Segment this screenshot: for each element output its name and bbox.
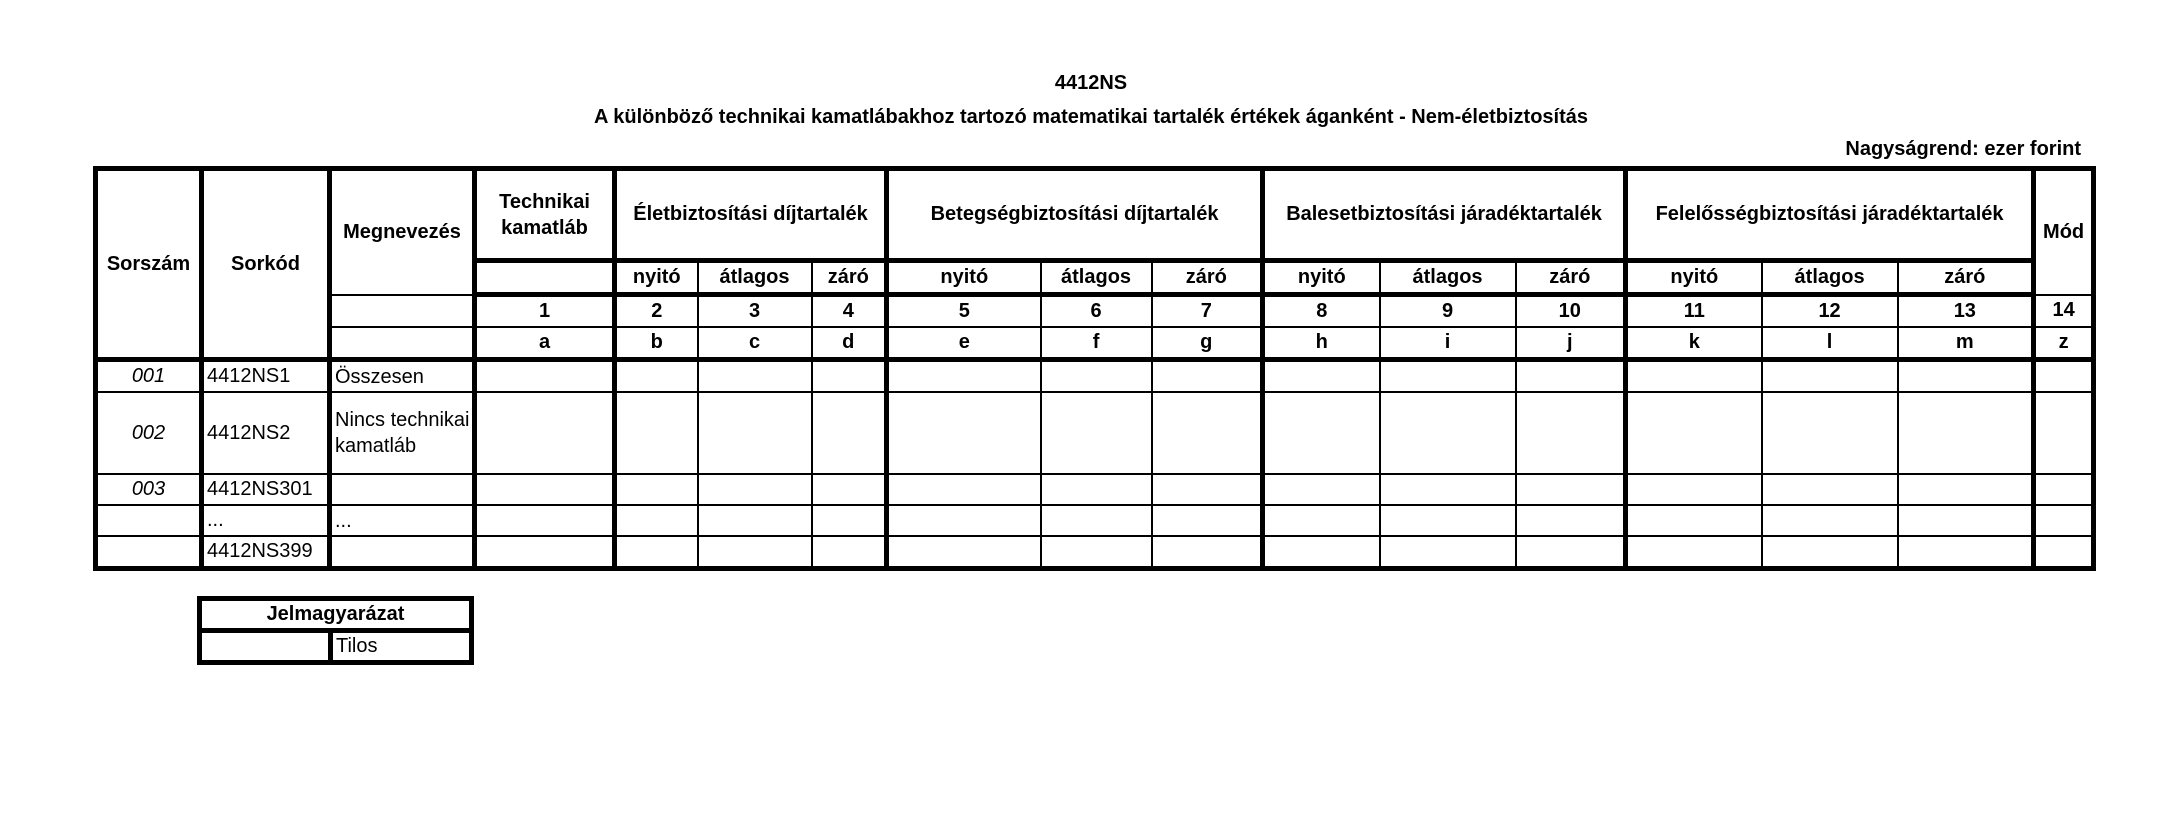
data-cell[interactable] bbox=[698, 360, 812, 393]
data-cell[interactable] bbox=[812, 505, 887, 536]
col-letter-g: g bbox=[1152, 327, 1263, 360]
data-cell[interactable] bbox=[475, 392, 615, 474]
header-megnevezes-blank bbox=[330, 295, 475, 328]
data-cell[interactable] bbox=[1516, 360, 1626, 393]
data-cell[interactable] bbox=[1898, 474, 2034, 505]
data-cell[interactable] bbox=[1898, 392, 2034, 474]
data-cell[interactable] bbox=[475, 536, 615, 569]
data-cell[interactable] bbox=[1152, 474, 1263, 505]
col-number-14: 14 bbox=[2034, 295, 2094, 328]
header-group-eletbiztositas: Életbiztosítási díjtartalék bbox=[615, 169, 887, 261]
row-sorkod: ... bbox=[202, 505, 330, 536]
col-number-5: 5 bbox=[887, 295, 1041, 328]
data-cell[interactable] bbox=[1152, 360, 1263, 393]
col-number-6: 6 bbox=[1041, 295, 1152, 328]
data-cell[interactable] bbox=[1626, 360, 1762, 393]
data-cell[interactable] bbox=[1516, 505, 1626, 536]
row-sorszam bbox=[96, 505, 202, 536]
header-sub-6: záró bbox=[1152, 261, 1263, 295]
header-technikai-kamatlab: Technikai kamatláb bbox=[475, 169, 615, 261]
data-cell[interactable] bbox=[475, 360, 615, 393]
legend-label: Tilos bbox=[331, 631, 472, 663]
data-cell[interactable] bbox=[1263, 360, 1380, 393]
data-cell[interactable] bbox=[812, 392, 887, 474]
data-cell[interactable] bbox=[475, 505, 615, 536]
data-cell[interactable] bbox=[887, 474, 1041, 505]
table-row bbox=[96, 392, 2094, 474]
row-megnevezes: Nincs technikai kamatláb bbox=[330, 392, 475, 474]
data-cell[interactable] bbox=[1898, 536, 2034, 569]
header-sub-11: átlagos bbox=[1762, 261, 1898, 295]
data-cell[interactable] bbox=[887, 392, 1041, 474]
data-cell[interactable] bbox=[1762, 536, 1898, 569]
header-sub-4: nyitó bbox=[887, 261, 1041, 295]
data-cell[interactable] bbox=[1516, 474, 1626, 505]
header-group-felelossegbiztositas: Felelősségbiztosítási járadéktartalék bbox=[1626, 169, 2034, 261]
table-row bbox=[96, 536, 2094, 569]
table-row bbox=[96, 474, 2094, 505]
header-group-balesetbiztositas: Balesetbiztosítási járadéktartalék bbox=[1263, 169, 1626, 261]
data-cell[interactable] bbox=[1762, 360, 1898, 393]
data-cell[interactable] bbox=[1263, 392, 1380, 474]
header-megnevezes-blank-2 bbox=[330, 327, 475, 360]
col-number-2: 2 bbox=[615, 295, 698, 328]
data-cell[interactable] bbox=[2034, 360, 2094, 393]
data-cell[interactable] bbox=[1263, 505, 1380, 536]
header-sub-2: átlagos bbox=[698, 261, 812, 295]
data-cell[interactable] bbox=[1762, 392, 1898, 474]
col-number-13: 13 bbox=[1898, 295, 2034, 328]
header-sub-8: átlagos bbox=[1380, 261, 1516, 295]
data-cell[interactable] bbox=[2034, 474, 2094, 505]
data-cell[interactable] bbox=[698, 474, 812, 505]
col-number-9: 9 bbox=[1380, 295, 1516, 328]
data-cell[interactable] bbox=[615, 392, 698, 474]
col-number-4: 4 bbox=[812, 295, 887, 328]
header-sub-1: nyitó bbox=[615, 261, 698, 295]
data-cell[interactable] bbox=[1380, 392, 1516, 474]
data-cell[interactable] bbox=[1626, 392, 1762, 474]
row-megnevezes bbox=[330, 474, 475, 505]
legend-swatch bbox=[200, 631, 331, 663]
data-cell[interactable] bbox=[1041, 360, 1152, 393]
data-cell[interactable] bbox=[1898, 360, 2034, 393]
data-cell[interactable] bbox=[1152, 392, 1263, 474]
form-code: 4412NS bbox=[1054, 72, 1128, 94]
data-cell[interactable] bbox=[698, 505, 812, 536]
legend-table bbox=[197, 596, 474, 665]
col-letter-m: m bbox=[1898, 327, 2034, 360]
row-megnevezes: ... bbox=[330, 505, 475, 536]
data-cell[interactable] bbox=[615, 536, 698, 569]
data-table bbox=[93, 166, 2096, 571]
data-cell[interactable] bbox=[1380, 474, 1516, 505]
form-subtitle: A különböző technikai kamatlábakhoz tartozó matematikai tartalék értékek áganként - Nem-életbiztosítás bbox=[594, 106, 1588, 128]
col-letter-f: f bbox=[1041, 327, 1152, 360]
row-sorszam bbox=[96, 536, 202, 569]
header-sub-3: záró bbox=[812, 261, 887, 295]
col-letter-e: e bbox=[887, 327, 1041, 360]
data-cell[interactable] bbox=[2034, 392, 2094, 474]
row-sorkod: 4412NS2 bbox=[202, 392, 330, 474]
header-sub-7: nyitó bbox=[1263, 261, 1380, 295]
data-cell[interactable] bbox=[1626, 474, 1762, 505]
col-letter-c: c bbox=[698, 327, 812, 360]
col-letter-k: k bbox=[1626, 327, 1762, 360]
data-cell[interactable] bbox=[615, 505, 698, 536]
data-cell[interactable] bbox=[1898, 505, 2034, 536]
data-cell[interactable] bbox=[1263, 536, 1380, 569]
data-cell[interactable] bbox=[812, 360, 887, 393]
row-sorszam: 002 bbox=[96, 392, 202, 474]
col-letter-z: z bbox=[2034, 327, 2094, 360]
col-letter-l: l bbox=[1762, 327, 1898, 360]
col-letter-d: d bbox=[812, 327, 887, 360]
col-number-7: 7 bbox=[1152, 295, 1263, 328]
header-sub-10: nyitó bbox=[1626, 261, 1762, 295]
header-sorkod: Sorkód bbox=[202, 169, 330, 360]
header-technikai-blank bbox=[475, 261, 615, 295]
col-letter-b: b bbox=[615, 327, 698, 360]
col-number-11: 11 bbox=[1626, 295, 1762, 328]
data-cell[interactable] bbox=[1041, 536, 1152, 569]
data-cell[interactable] bbox=[615, 474, 698, 505]
header-mod: Mód bbox=[2034, 169, 2094, 295]
data-cell[interactable] bbox=[1041, 474, 1152, 505]
data-cell[interactable] bbox=[1516, 536, 1626, 569]
data-cell[interactable] bbox=[1263, 474, 1380, 505]
data-cell[interactable] bbox=[887, 536, 1041, 569]
data-cell[interactable] bbox=[1041, 505, 1152, 536]
data-cell[interactable] bbox=[1516, 392, 1626, 474]
col-letter-j: j bbox=[1516, 327, 1626, 360]
header-group-betegsegbiztositas: Betegségbiztosítási díjtartalék bbox=[887, 169, 1263, 261]
data-cell[interactable] bbox=[1380, 505, 1516, 536]
col-letter-i: i bbox=[1380, 327, 1516, 360]
header-sub-12: záró bbox=[1898, 261, 2034, 295]
data-cell[interactable] bbox=[1041, 392, 1152, 474]
data-cell[interactable] bbox=[812, 474, 887, 505]
row-sorszam: 003 bbox=[96, 474, 202, 505]
data-cell[interactable] bbox=[698, 392, 812, 474]
row-megnevezes bbox=[330, 536, 475, 569]
data-cell[interactable] bbox=[887, 360, 1041, 393]
data-cell[interactable] bbox=[475, 474, 615, 505]
data-cell[interactable] bbox=[1762, 474, 1898, 505]
row-sorkod: 4412NS301 bbox=[202, 474, 330, 505]
header-sorszam: Sorszám bbox=[96, 169, 202, 360]
data-cell[interactable] bbox=[1380, 536, 1516, 569]
col-letter-a: a bbox=[475, 327, 615, 360]
col-number-8: 8 bbox=[1263, 295, 1380, 328]
data-cell[interactable] bbox=[1380, 360, 1516, 393]
row-sorkod: 4412NS399 bbox=[202, 536, 330, 569]
row-sorkod: 4412NS1 bbox=[202, 360, 330, 393]
data-cell[interactable] bbox=[698, 536, 812, 569]
row-megnevezes: Összesen bbox=[330, 360, 475, 393]
data-cell[interactable] bbox=[1626, 536, 1762, 569]
data-cell[interactable] bbox=[615, 360, 698, 393]
header-sub-9: záró bbox=[1516, 261, 1626, 295]
data-cell[interactable] bbox=[887, 505, 1041, 536]
unit-label: Nagyságrend: ezer forint bbox=[1845, 138, 2081, 160]
col-number-12: 12 bbox=[1762, 295, 1898, 328]
row-sorszam: 001 bbox=[96, 360, 202, 393]
header-megnevezes: Megnevezés bbox=[330, 169, 475, 295]
col-letter-h: h bbox=[1263, 327, 1380, 360]
data-cell[interactable] bbox=[1762, 505, 1898, 536]
data-cell[interactable] bbox=[1152, 536, 1263, 569]
col-number-3: 3 bbox=[698, 295, 812, 328]
legend-title: Jelmagyarázat bbox=[200, 599, 472, 631]
data-cell[interactable] bbox=[812, 536, 887, 569]
data-cell[interactable] bbox=[2034, 505, 2094, 536]
table-row bbox=[96, 360, 2094, 393]
data-cell[interactable] bbox=[1626, 505, 1762, 536]
data-cell[interactable] bbox=[1152, 505, 1263, 536]
header-sub-5: átlagos bbox=[1041, 261, 1152, 295]
col-number-10: 10 bbox=[1516, 295, 1626, 328]
data-cell[interactable] bbox=[2034, 536, 2094, 569]
col-number-1: 1 bbox=[475, 295, 615, 328]
table-row bbox=[96, 505, 2094, 536]
